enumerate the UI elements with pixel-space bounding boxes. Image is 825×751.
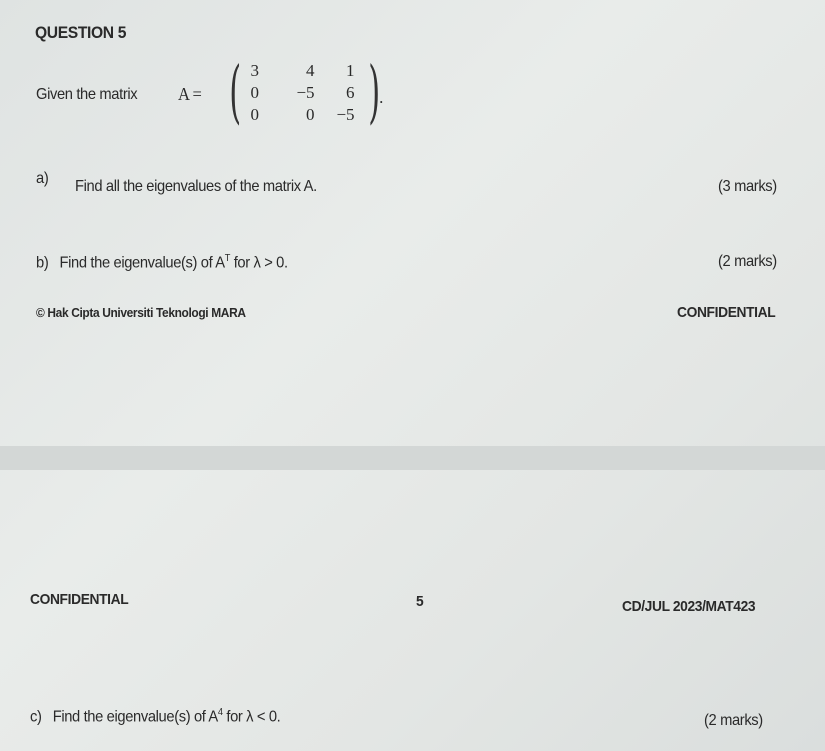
matrix-name: A = (178, 84, 202, 104)
part-b (36, 253, 288, 272)
page-number: 5 (416, 593, 424, 610)
page-gap (0, 446, 825, 470)
part-b-text: Find the eigenvalue(s) of A (59, 254, 225, 272)
confidential-footer: CONFIDENTIAL (677, 304, 776, 321)
matrix-cell: 3 (250, 61, 260, 80)
right-paren: ) (367, 53, 380, 132)
part-b-condition: for λ > 0. (229, 254, 288, 272)
part-b-sup: T (224, 253, 230, 264)
matrix-cell: −5 (296, 83, 315, 102)
part-c-label: c) (30, 708, 42, 726)
matrix-a (222, 53, 384, 132)
left-paren: ( (229, 53, 242, 132)
matrix-cell: 0 (250, 83, 260, 102)
confidential-header: CONFIDENTIAL (30, 591, 129, 608)
part-a-label: a) (36, 170, 49, 187)
intro-text: Given the matrix (36, 86, 138, 103)
part-a-text: Find all the eigenvalues of the matrix A. (75, 178, 317, 195)
copyright-footer: © Hak Cipta Universiti Teknologi MARA (36, 305, 246, 320)
part-b-label: b) (36, 254, 49, 272)
matrix-cell: −5 (336, 105, 355, 124)
part-c-marks: (2 marks) (704, 712, 763, 729)
course-code: CD/JUL 2023/MAT423 (622, 598, 756, 615)
matrix-cell: 6 (346, 83, 355, 102)
matrix-cell: 0 (250, 105, 260, 124)
matrix-cell: 4 (306, 61, 315, 80)
matrix-cell: 0 (306, 105, 315, 124)
matrix-cell: 1 (346, 61, 355, 80)
matrix-period: . (379, 88, 384, 107)
part-c-condition: for λ < 0. (222, 708, 281, 726)
part-c-sup: 4 (217, 707, 223, 718)
part-c-text: Find the eigenvalue(s) of A (52, 708, 218, 726)
question-title: QUESTION 5 (35, 23, 127, 42)
part-a-marks: (3 marks) (718, 178, 777, 195)
part-b-marks: (2 marks) (718, 253, 777, 270)
part-c (30, 707, 280, 726)
